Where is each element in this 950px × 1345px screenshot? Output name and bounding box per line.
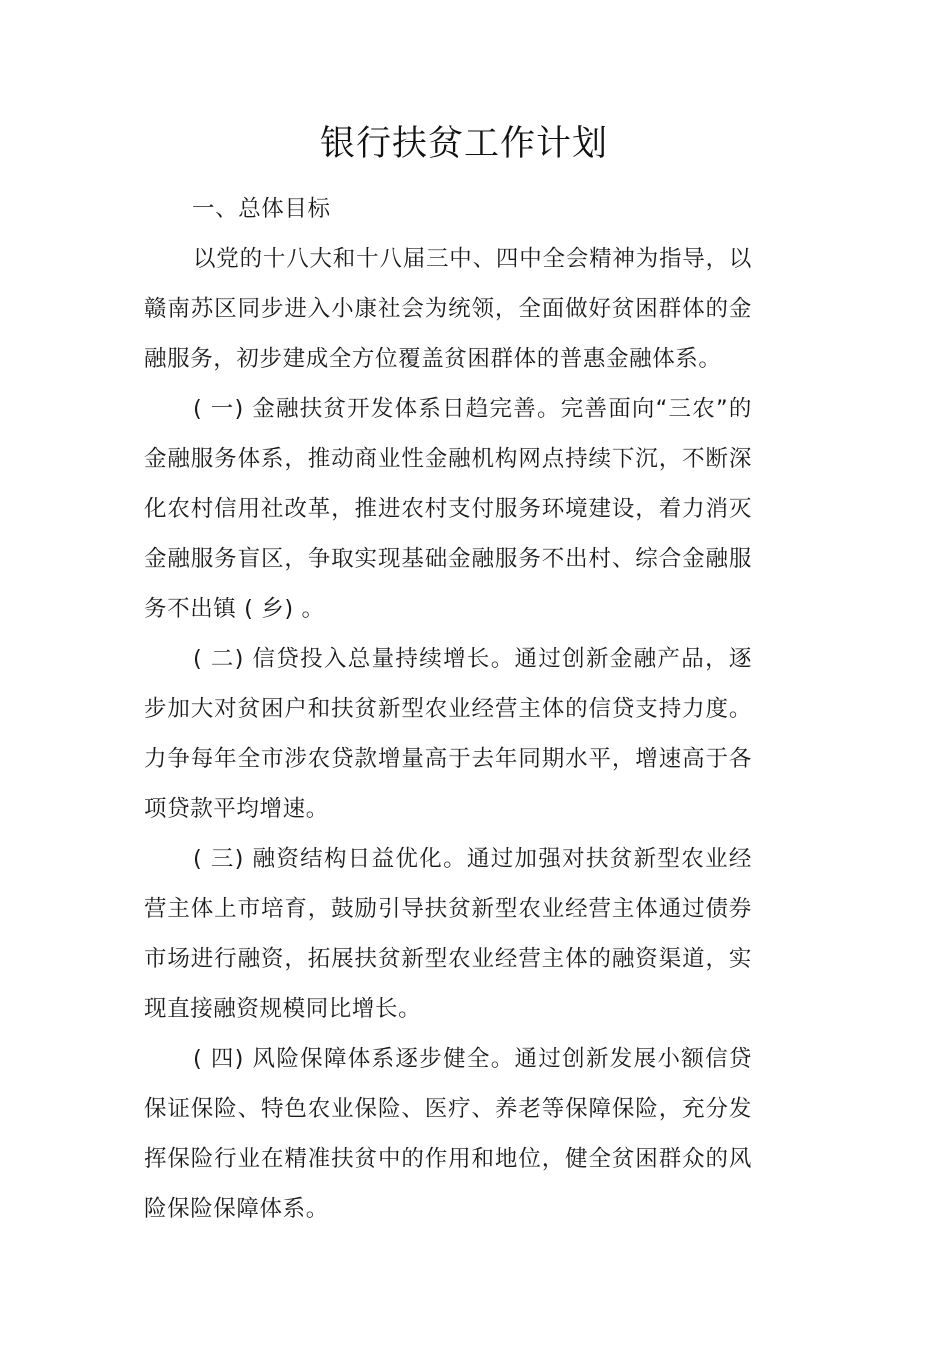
paragraph-item-3: ( 三) 融资结构日益优化。通过加强对扶贫新型农业经营主体上市培育，鼓励引导扶贫新型农业经营主体通过债券市场进行融资，拓展扶贫新型农业经营主体的融资渠道，实现直接融资规模同比增长。 [144, 846, 752, 1022]
paragraph-item-1: ( 一) 金融扶贫开发体系日趋完善。完善面向“三农”的金融服务体系，推动商业性金融机构网点持续下沉，不断深化农村信用社改革，推进农村支付服务环境建设，着力消灭金融服务盲区，争取实现基础金融服务不出村、综合金融服务不出镇 ( 乡) 。 [144, 396, 752, 622]
paragraph-item-4: ( 四) 风险保障体系逐步健全。通过创新发展小额信贷保证保险、特色农业保险、医疗、养老等保障保险，充分发挥保险行业在精准扶贫中的作用和地位，健全贫困群众的风险保险保障体系。 [144, 1046, 752, 1222]
paragraph-item-2: ( 二) 信贷投入总量持续增长。通过创新金融产品，逐步加大对贫困户和扶贫新型农业经营主体的信贷支持力度。力争每年全市涉农贷款增量高于去年同期水平，增速高于各项贷款平均增速。 [144, 646, 752, 822]
paragraph-intro: 以党的十八大和十八届三中、四中全会精神为指导，以赣南苏区同步进入小康社会为统领，全面做好贫困群体的金融服务，初步建成全方位覆盖贫困群体的普惠金融体系。 [144, 246, 752, 372]
document-body [144, 184, 752, 1234]
document-title: 银行扶贫工作计划 [319, 124, 608, 164]
section-heading: 一、总体目标 [192, 196, 331, 222]
